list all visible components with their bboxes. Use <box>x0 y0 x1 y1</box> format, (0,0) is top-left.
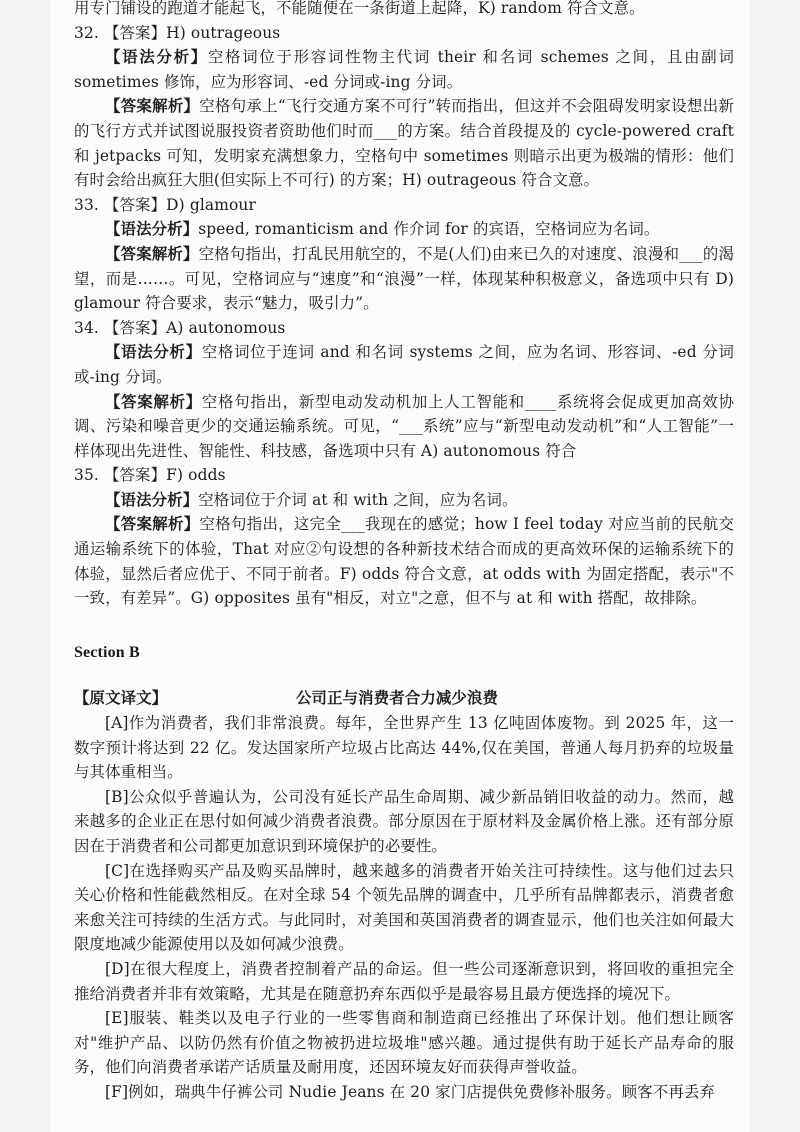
translation-header <box>74 686 734 711</box>
explanation-label: 【答案解析】 <box>105 392 202 411</box>
section-heading: Section B <box>74 643 140 661</box>
answer-32: 32. 【答案】H) outrageous <box>74 23 281 42</box>
grammar-label: 【语法分析】 <box>105 220 199 239</box>
answer-explanation-35 <box>74 512 734 610</box>
grammar-text: 空格词位于连词 and 和名词 systems 之间，应为名词、形容词、-ed 分词或-ing 分词。 <box>74 343 735 386</box>
translation-title: 公司正与消费者合力减少浪费 <box>296 689 499 708</box>
explanation-text: 空格句指出，打乱民用航空的，不是(人们)由来已久的对速度、浪漫和___的渴望，而是……。可见，空格词应与“速度”和“浪漫”一样，体现某种积极意义，备选项中只有 D) glamour 符合要求，表示“魅力，吸引力”。 <box>74 244 734 313</box>
document-content <box>74 0 734 1105</box>
answer-33: 33. 【答案】D) glamour <box>74 195 256 214</box>
paragraph-b: [B]公众似乎普遍认为，公司没有延长产品生命周期、减少新品销旧收益的动力。然而，越来越多的企业正在思付如何减少消费者浪费。部分原因在于原材料及金属价格上涨。还有部分原因在于消费者和公司都更加意识到环境保护的必要性。 <box>74 787 734 855</box>
grammar-label: 【语法分析】 <box>105 490 199 509</box>
grammar-analysis-32 <box>74 45 734 94</box>
paragraph-e: [E]服装、鞋类以及电子行业的一些零售商和制造商已经推出了环保计划。他们想让顾客对"维护产品、以防仍然有价值之物被扔进垃圾堆"感兴趣。通过提供有助于延长产品寿命的服务，他们向消费者承诺产话质量及耐用度，还因环境友好而获得声誉收益。 <box>74 1009 734 1077</box>
answer-explanation-33 <box>74 242 734 316</box>
grammar-label: 【语法分析】 <box>105 343 202 362</box>
explanation-text: 空格句承上“飞行交通方案不可行”转而指出，但这并不会阻碍发明家设想出新的飞行方式并试图说服投资者资助他们时而___的方案。结合首段提及的 cycle-powered craft 和 jetpacks 可知，发明家充满想象力，空格句中 sometimes 则暗示出更为极端的情形：他们有时会给出疯狂大胆(但实际上不可行) 的方案；H) outrageous 符合文意。 <box>74 97 734 190</box>
grammar-text: speed, romanticism and 作介词 for 的宾语，空格词应为名词。 <box>198 220 660 239</box>
paragraph-d: [D]在很大程度上，消费者控制着产品的命运。但一些公司逐渐意识到，将回收的重担完全推给消费者并非有效策略，尤其是在随意扔弃东西似乎是最容易且最方便选择的境况下。 <box>74 959 734 1003</box>
answer-explanation-32 <box>74 94 734 192</box>
answer-34: 34. 【答案】A) autonomous <box>74 318 286 337</box>
explanation-label: 【答案解析】 <box>105 244 199 263</box>
grammar-analysis-34 <box>74 340 734 389</box>
paragraph-c: [C]在选择购买产品及购买品牌时，越来越多的消费者开始关注可持续性。这与他们过去只关心价格和性能截然相反。在对全球 54 个领先品牌的调查中，几乎所有品牌都表示，消费者愈来愈关注可持续的生活方式。与此同时，对美国和英国消费者的调查显示，他们也关注如何最大限度地减少能源使用以及如何减少浪费。 <box>74 861 734 954</box>
answer-35: 35. 【答案】F) odds <box>74 466 226 485</box>
grammar-text: 空格词位于介词 at 和 with 之间，应为名词。 <box>198 490 518 509</box>
explanation-label: 【答案解析】 <box>105 515 200 534</box>
grammar-text: 空格词位于形容词性物主代词 their 和名词 schemes 之间，且由副词 sometimes 修饰，应为形容词、-ed 分词或-ing 分词。 <box>74 48 735 91</box>
explanation-text: 空格句指出，这完全___我现在的感觉；how I feel today 对应当前的民航交通运输系统下的体验，That 对应②句设想的各种新技术结合而成的更高效环保的运输系统下的体验，显然后者应优于、不同于前者。F) odds 符合文意，at odds with 为固定搭配，表示"不一致，有差异”。G) opposites 虽有"相反，对立"之意，但不与 at 和 with 搭配，故排除。 <box>74 515 734 608</box>
translation-label: 【原文译文】 <box>74 689 168 708</box>
explanation-label: 【答案解析】 <box>105 97 200 116</box>
grammar-analysis-33 <box>74 217 734 242</box>
explanation-text: 空格句指出，新型电动发动机加上人工智能和____系统将会促成更加高效协调、污染和噪音更少的交通运输系统。可见，“___系统”应与“新型电动发动机”和“人工智能”一样体现出先进性、智能性、科技感，备选项中只有 A) autonomous 符合 <box>74 392 734 460</box>
grammar-label: 【语法分析】 <box>105 48 208 67</box>
answer-explanation-34 <box>74 390 734 464</box>
paragraph-a: [A]作为消费者，我们非常浪费。每年，全世界产生 13 亿吨固体废物。到 2025 年，这一数字预计将达到 22 亿。发达国家所产垃圾占比高达 44%,仅在美国，普通人每月扔弃的垃圾量与其体重相当。 <box>74 714 734 782</box>
document-page <box>50 0 750 1132</box>
paragraph-f: [F]例如，瑞典牛仔裤公司 Nudie Jeans 在 20 家门店提供免费修补服务。顾客不再丢弃 <box>105 1082 715 1101</box>
previous-answer-continuation: 用专门铺设的跑道才能起飞，不能随便在一条街道上起降，K) random 符合文意。 <box>74 0 645 17</box>
grammar-analysis-35 <box>74 488 734 513</box>
